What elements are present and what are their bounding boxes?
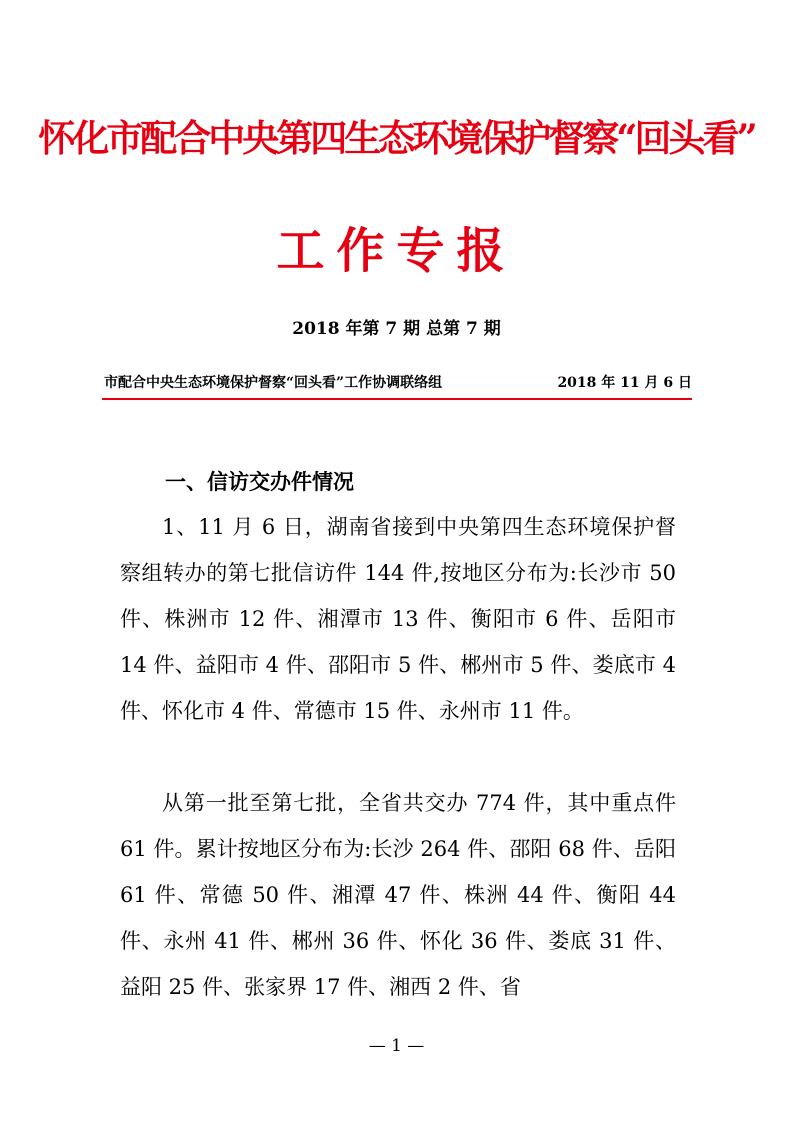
document-subtitle: 工作专报 — [276, 223, 517, 279]
paragraph-2: 从第一批至第七批，全省共交办 774 件，其中重点件 61 件。累计按地区分布为:长沙 264 件、邵阳 68 件、岳阳 61 件、常德 50 件、湘潭 47 件、株洲 44 件、衡阳 44 件、永州 41 件、郴州 36 件、怀化 36 件、娄底 31 件、益阳 25 件、张家界 17 件、湘西 2 件、省 — [120, 791, 676, 999]
red-divider — [102, 398, 692, 400]
section-heading: 一、信访交办件情况 — [165, 470, 354, 494]
issuer-org: 市配合中央生态环境保护督察“回头看”工作协调联络组 — [104, 375, 443, 391]
document-title: 怀化市配合中央第四生态环境保护督察“回头看” — [38, 116, 755, 160]
issue-date: 2018 年 11 月 6 日 — [557, 375, 692, 391]
page-number: — 1 — — [368, 1036, 425, 1056]
paragraph-1: 1、11 月 6 日，湖南省接到中央第四生态环境保护督察组转办的第七批信访件 144 件,按地区分布为:长沙市 50 件、株洲市 12 件、湘潭市 13 件、衡阳市 6 件、岳阳市 14 件、益阳市 4 件、邵阳市 5 件、郴州市 5 件、娄底市 4 件、怀化市 4 件、常德市 15 件、永州市 11 件。 — [120, 515, 676, 723]
issue-number: 2018 年第 7 期 总第 7 期 — [292, 319, 501, 339]
